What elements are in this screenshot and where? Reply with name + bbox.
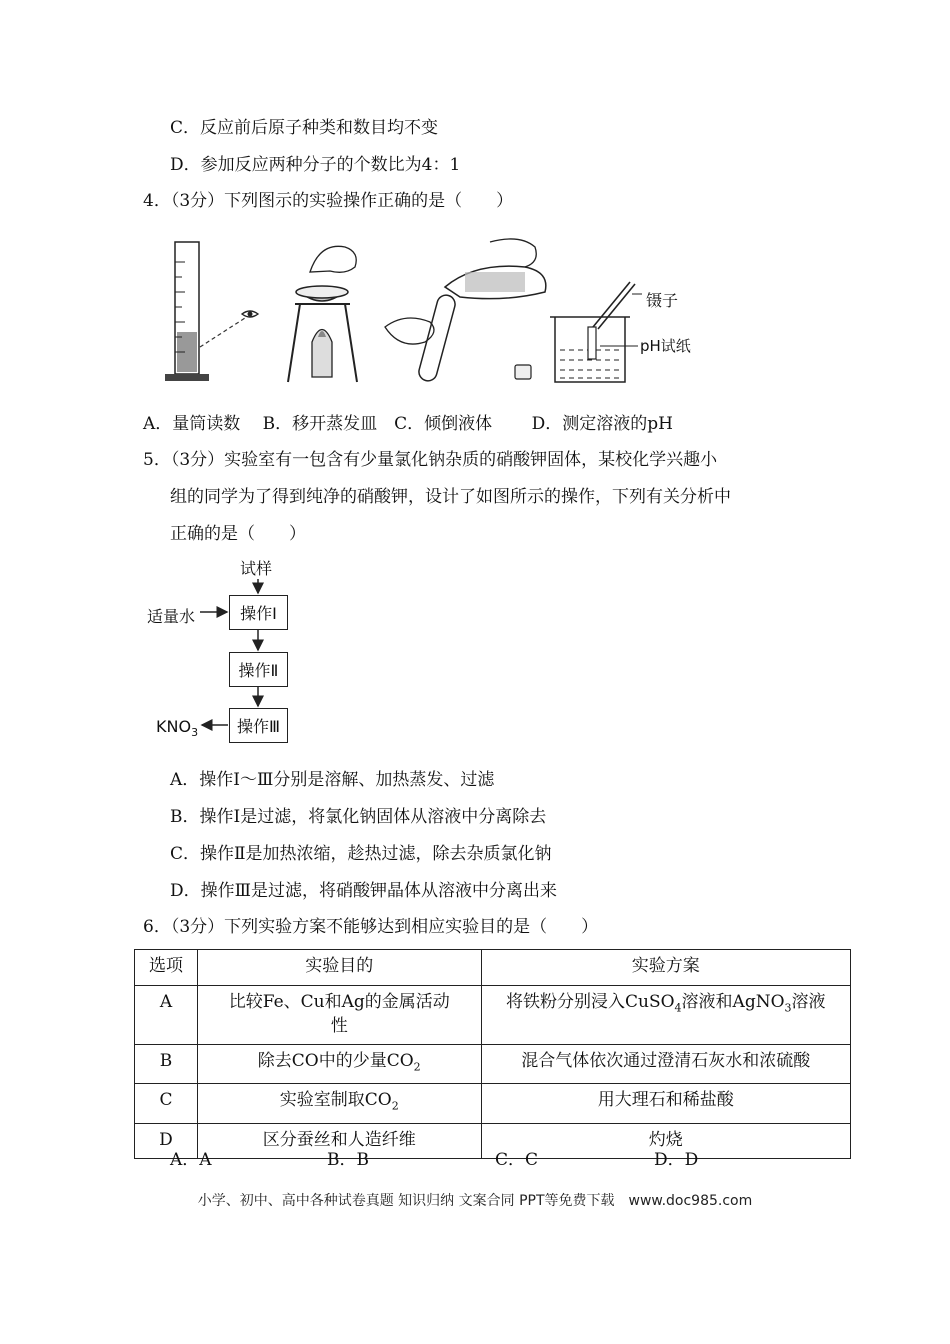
header-plan: 实验方案 xyxy=(481,950,850,986)
q4-apparatus-figure xyxy=(160,232,720,392)
table-header-row xyxy=(135,950,851,986)
table-row xyxy=(135,986,851,1045)
q5-option-b: B．操作Ⅰ是过滤，将氯化钠固体从溶液中分离除去 xyxy=(170,807,547,827)
q4-stem: 4．（3分）下列图示的实验操作正确的是（ ） xyxy=(143,191,514,211)
row-option: A xyxy=(135,986,198,1045)
q5-stem-line1: 5．（3分）实验室有一包含有少量氯化钠杂质的硝酸钾固体，某校化学兴趣小 xyxy=(143,450,718,470)
flow-sample-label: 试样 xyxy=(240,559,273,578)
q4-options: A．量筒读数 B．移开蒸发皿 C．倾倒液体 D．测定溶液的pH xyxy=(143,414,673,434)
row-goal: 比较Fe、Cu和Ag的金属活动性 xyxy=(197,986,481,1045)
q6-answer-d: D．D xyxy=(654,1150,699,1170)
row-option: C xyxy=(135,1084,198,1123)
q5-option-c: C．操作Ⅱ是加热浓缩，趁热过滤，除去杂质氯化钠 xyxy=(170,844,552,864)
row-goal: 区分蚕丝和人造纤维 xyxy=(197,1123,481,1158)
q6-answer-b: B．B xyxy=(327,1150,369,1170)
table-row xyxy=(135,1084,851,1123)
q3-option-c: C．反应前后原子种类和数目均不变 xyxy=(170,118,439,138)
q5-stem-line2: 组的同学为了得到纯净的硝酸钾，设计了如图所示的操作，下列有关分析中 xyxy=(170,487,731,507)
q5-option-a: A．操作Ⅰ～Ⅲ分别是溶解、加热蒸发、过滤 xyxy=(170,770,495,790)
tweezers-label: 镊子 xyxy=(646,291,679,310)
row-goal: 实验室制取$CO_2$ xyxy=(197,1084,481,1123)
q6-answer-c: C．C xyxy=(495,1150,539,1170)
q3-option-d: D．参加反应两种分子的个数比为4：1 xyxy=(170,155,461,175)
row-plan: 混合气体依次通过澄清石灰水和浓硫酸 xyxy=(481,1045,850,1084)
evaporating-dish-illustration xyxy=(288,246,357,382)
graduated-cylinder-illustration xyxy=(165,242,258,381)
row-plan: 将铁粉分别浸入CuSO$_4$溶液和AgNO$_3$溶液 xyxy=(481,986,850,1045)
flow-water-label: 适量水 xyxy=(147,607,196,626)
row-option: B xyxy=(135,1045,198,1084)
q6-answer-a: A．A xyxy=(170,1150,212,1170)
flow-product-label: $KNO_3$ xyxy=(156,717,199,740)
flow-op2-label: 操作Ⅱ xyxy=(238,661,279,680)
pouring-liquid-illustration xyxy=(385,239,546,383)
row-goal: 除去CO中的少量$CO_2$ xyxy=(197,1045,481,1084)
header-goal: 实验目的 xyxy=(197,950,481,986)
page-footer: 小学、初中、高中各种试卷真题 知识归纳 文案合同 PPT等免费下载 www.doc985.com xyxy=(197,1193,753,1209)
table-row xyxy=(135,1045,851,1084)
q5-option-d: D．操作Ⅲ是过滤，将硝酸钾晶体从溶液中分离出来 xyxy=(170,881,558,901)
ph-test-illustration xyxy=(550,282,642,382)
q6-stem: 6．（3分）下列实验方案不能够达到相应实验目的是（ ） xyxy=(143,917,599,937)
flow-arrows xyxy=(150,575,300,745)
flow-op3-label: 操作Ⅲ xyxy=(236,717,281,736)
header-option: 选项 xyxy=(135,950,198,986)
ph-paper-label: pH试纸 xyxy=(640,337,691,355)
row-plan: 灼烧 xyxy=(481,1123,850,1158)
row-plan: 用大理石和稀盐酸 xyxy=(481,1084,850,1123)
row-option: D xyxy=(135,1123,198,1158)
q6-experiment-table xyxy=(134,949,851,1159)
flow-op1-label: 操作Ⅰ xyxy=(240,604,277,623)
table-row xyxy=(135,1123,851,1158)
q5-stem-line3: 正确的是（ ） xyxy=(170,524,306,544)
